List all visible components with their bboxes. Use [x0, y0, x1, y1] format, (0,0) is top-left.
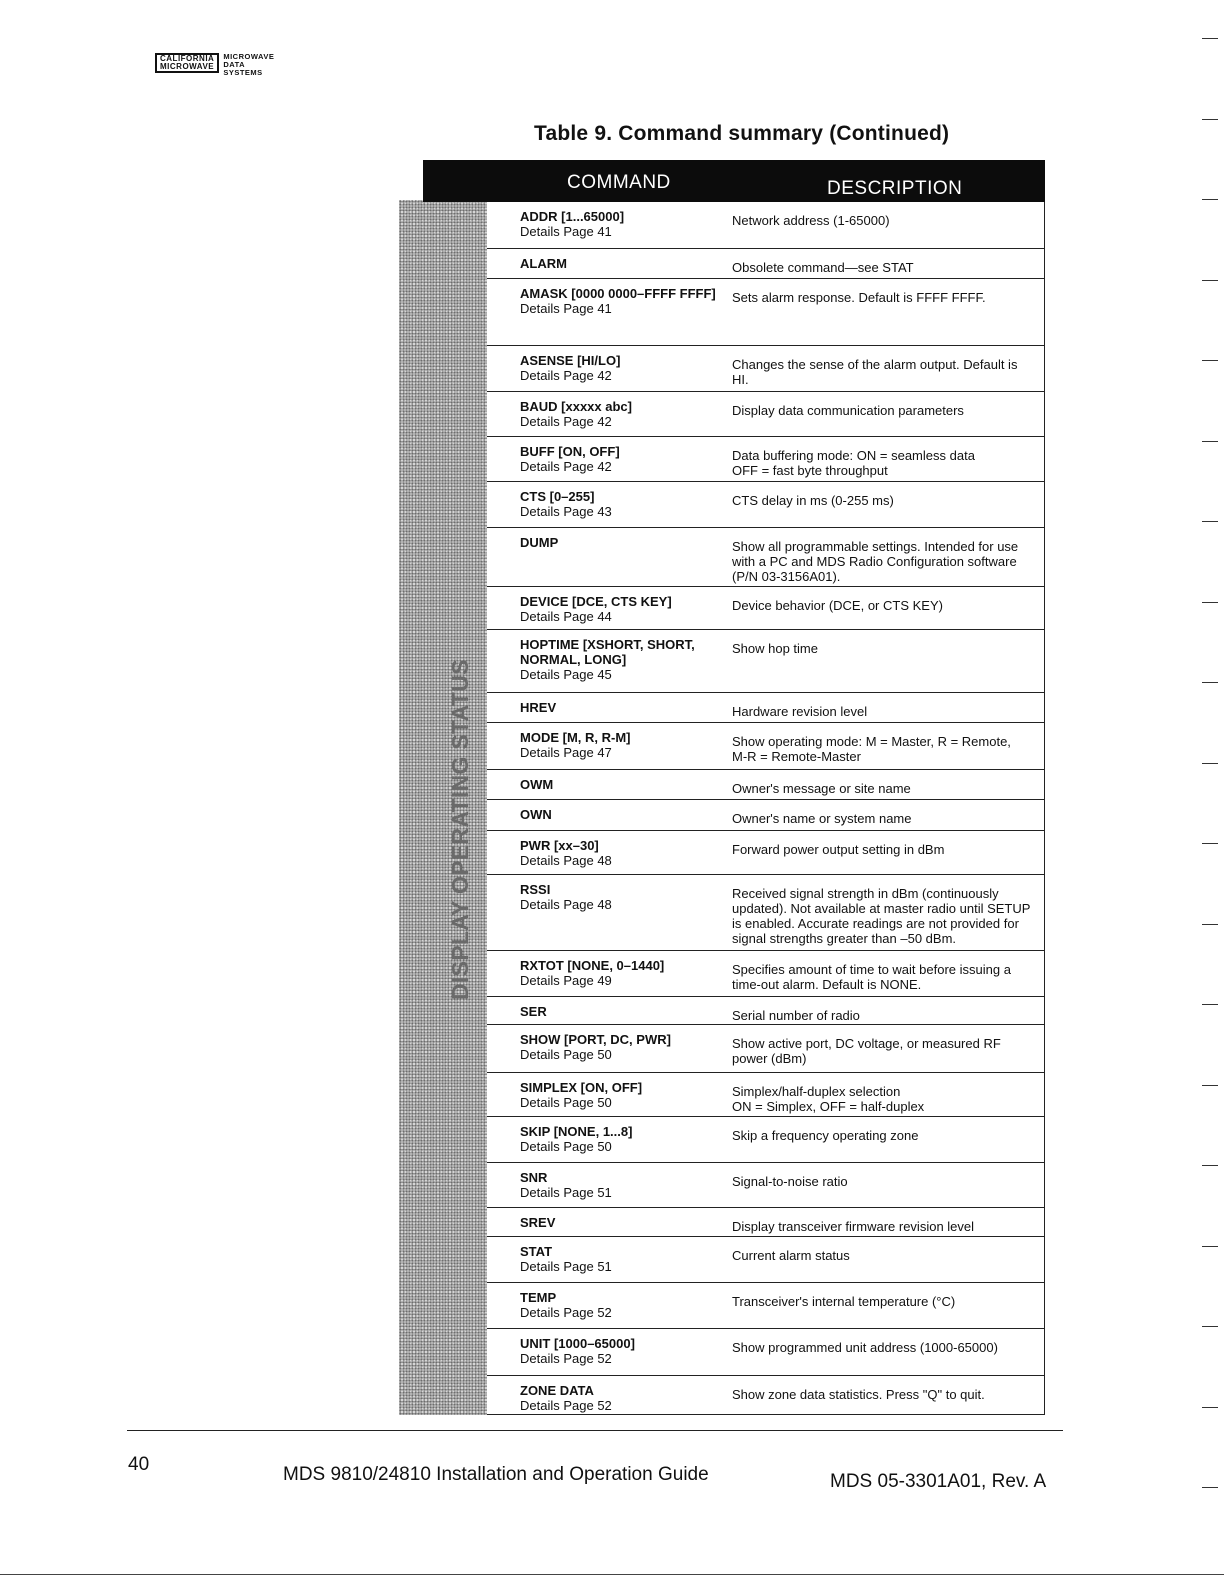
- command-cell: [520, 1032, 720, 1062]
- page-number: 40: [128, 1454, 150, 1475]
- command-details-ref: Details Page 51: [520, 1185, 612, 1200]
- margin-tick: [1202, 199, 1218, 200]
- command-cell: [520, 1290, 720, 1320]
- command-cell: [520, 1124, 720, 1154]
- description-text: Current alarm status: [732, 1248, 850, 1263]
- description-cell: [732, 1008, 1037, 1023]
- table-row: [487, 391, 1044, 437]
- command-cell: [520, 958, 720, 988]
- margin-tick: [1202, 1004, 1218, 1005]
- description-text: Received signal strength in dBm (continuously updated). Not available at master radio until SETUP is enabled. Accurate readings are not provided for signal strengths greater than –50 dBm.: [732, 886, 1031, 946]
- description-text: OFF = fast byte throughput: [732, 463, 888, 478]
- command-cell: [520, 535, 720, 550]
- table-row: [487, 996, 1044, 1025]
- command-name: SER: [520, 1004, 547, 1019]
- description-text: Signal-to-noise ratio: [732, 1174, 848, 1189]
- command-cell: [520, 807, 720, 822]
- margin-tick: [1202, 602, 1218, 603]
- table-header: [423, 160, 1045, 202]
- command-cell: [520, 777, 720, 792]
- description-text: Show active port, DC voltage, or measured RF power (dBm): [732, 1036, 1001, 1066]
- description-text: Simplex/half-duplex selection: [732, 1084, 901, 1099]
- table-row: [487, 1207, 1044, 1237]
- command-details-ref: Details Page 45: [520, 667, 612, 682]
- table-row: [487, 830, 1044, 875]
- description-cell: [732, 842, 1037, 857]
- command-cell: [520, 444, 720, 474]
- margin-tick: [1202, 1085, 1218, 1086]
- margin-tick: [1202, 1165, 1218, 1166]
- command-details-ref: Details Page 50: [520, 1139, 612, 1154]
- command-details-ref: Details Page 50: [520, 1047, 612, 1062]
- table-row: [487, 202, 1044, 248]
- description-cell: [732, 1084, 1037, 1114]
- table-row: [487, 769, 1044, 800]
- description-cell: [732, 213, 1037, 228]
- command-cell: [520, 256, 720, 271]
- description-cell: [732, 448, 1037, 478]
- command-details-ref: Details Page 42: [520, 368, 612, 383]
- description-cell: [732, 811, 1037, 826]
- command-cell: [520, 489, 720, 519]
- description-cell: [732, 1248, 1037, 1263]
- margin-tick: [1202, 1246, 1218, 1247]
- command-cell: [520, 594, 720, 624]
- table-row: [487, 1116, 1044, 1163]
- table-row: [487, 527, 1044, 587]
- description-cell: [732, 886, 1037, 946]
- table-row: [487, 874, 1044, 951]
- description-cell: [732, 290, 1037, 305]
- description-cell: [732, 357, 1037, 387]
- description-text: Data buffering mode: ON = seamless data: [732, 448, 975, 463]
- description-text: Sets alarm response. Default is FFFF FFFF.: [732, 290, 986, 305]
- description-cell: [732, 1219, 1037, 1234]
- description-cell: [732, 704, 1037, 719]
- command-details-ref: Details Page 42: [520, 414, 612, 429]
- margin-tick: [1202, 843, 1218, 844]
- margin-tick: [1202, 924, 1218, 925]
- description-text: ON = Simplex, OFF = half-duplex: [732, 1099, 925, 1114]
- table-row: [487, 799, 1044, 831]
- command-details-ref: Details Page 49: [520, 973, 612, 988]
- command-name: SREV: [520, 1215, 556, 1230]
- description-text: Forward power output setting in dBm: [732, 842, 945, 857]
- command-cell: [520, 700, 720, 715]
- command-name: HREV: [520, 700, 557, 715]
- guide-title: MDS 9810/24810 Installation and Operation Guide: [283, 1464, 709, 1485]
- table-row: [487, 722, 1044, 770]
- description-text: Transceiver's internal temperature (°C): [732, 1294, 956, 1309]
- command-cell: [520, 1004, 720, 1019]
- description-text: Changes the sense of the alarm output. Default is HI.: [732, 357, 1018, 387]
- command-name: OWN: [520, 807, 552, 822]
- command-cell: [520, 838, 720, 868]
- description-text: Hardware revision level: [732, 704, 868, 719]
- margin-ticks: [1194, 0, 1224, 1584]
- margin-tick: [1202, 763, 1218, 764]
- table-row: [487, 1282, 1044, 1329]
- description-cell: [732, 962, 1037, 992]
- table-row: [487, 586, 1044, 630]
- description-cell: [732, 1174, 1037, 1189]
- margin-tick: [1202, 1407, 1218, 1408]
- margin-tick: [1202, 38, 1218, 39]
- section-side-band: [399, 200, 487, 1415]
- command-details-ref: Details Page 41: [520, 301, 612, 316]
- description-text: Owner's message or site name: [732, 781, 911, 796]
- description-cell: [732, 539, 1037, 584]
- margin-tick: [1202, 441, 1218, 442]
- command-name: RSSI: [520, 882, 551, 897]
- description-text: Show all programmable settings. Intended for use with a PC and MDS Radio Configuration software (P/N 03-3156A01).: [732, 539, 1019, 584]
- margin-tick: [1202, 360, 1218, 361]
- logo-box-line1: CALIFORNIA: [160, 54, 215, 63]
- command-name: ALARM: [520, 256, 567, 271]
- command-name: TEMP: [520, 1290, 557, 1305]
- description-cell: [732, 1128, 1037, 1143]
- command-name: PWR [xx–30]: [520, 838, 599, 853]
- margin-tick: [1202, 1487, 1218, 1488]
- command-name: BUFF [ON, OFF]: [520, 444, 620, 459]
- description-text: Specifies amount of time to wait before issuing a time-out alarm. Default is NONE.: [732, 962, 1011, 992]
- description-cell: [732, 1036, 1037, 1066]
- description-text: Show hop time: [732, 641, 818, 656]
- command-name: OWM: [520, 777, 554, 792]
- section-side-label: DISPLAY OPERATING STATUS: [447, 659, 473, 1000]
- command-cell: [520, 1244, 720, 1274]
- table-row: [487, 692, 1044, 723]
- command-details-ref: Details Page 52: [520, 1351, 612, 1366]
- command-details-ref: Details Page 48: [520, 853, 612, 868]
- description-text: Owner's name or system name: [732, 811, 912, 826]
- command-details-ref: Details Page 48: [520, 897, 612, 912]
- description-text: Show programmed unit address (1000-65000): [732, 1340, 998, 1355]
- description-cell: [732, 641, 1037, 656]
- command-name: AMASK [0000 0000–FFFF FFFF]: [520, 286, 716, 301]
- logo-word-1: MICROWAVE: [223, 52, 275, 61]
- table-row: [487, 1375, 1044, 1416]
- description-cell: [732, 403, 1037, 418]
- description-cell: [732, 260, 1037, 275]
- table-row: [487, 481, 1044, 528]
- table-row: [487, 1236, 1044, 1283]
- command-cell: [520, 209, 720, 239]
- table-row: [487, 1024, 1044, 1073]
- command-name: DEVICE [DCE, CTS KEY]: [520, 594, 672, 609]
- command-name: SKIP [NONE, 1...8]: [520, 1124, 633, 1139]
- command-details-ref: Details Page 52: [520, 1305, 612, 1320]
- command-name: ASENSE [HI/LO]: [520, 353, 621, 368]
- table-row: [487, 248, 1044, 279]
- logo-word-3: SYSTEMS: [223, 68, 263, 77]
- margin-tick: [1202, 682, 1218, 683]
- command-details-ref: Details Page 51: [520, 1259, 612, 1274]
- description-text: CTS delay in ms (0-255 ms): [732, 493, 894, 508]
- command-cell: [520, 399, 720, 429]
- description-text: Serial number of radio: [732, 1008, 860, 1023]
- bottom-rule: [0, 1574, 1224, 1575]
- table-row: [487, 1328, 1044, 1376]
- command-cell: [520, 1170, 720, 1200]
- description-cell: [732, 781, 1037, 796]
- logo-box-line2: MICROWAVE: [160, 62, 215, 71]
- company-logo: [155, 53, 274, 77]
- logo-word-2: DATA: [223, 60, 246, 69]
- command-name: MODE [M, R, R-M]: [520, 730, 631, 745]
- description-text: Display data communication parameters: [732, 403, 964, 418]
- table-row: [487, 1072, 1044, 1117]
- command-name: DUMP: [520, 535, 559, 550]
- command-cell: [520, 882, 720, 912]
- description-text: M-R = Remote-Master: [732, 749, 861, 764]
- command-name: SHOW [PORT, DC, PWR]: [520, 1032, 671, 1047]
- table-row: [487, 950, 1044, 997]
- description-cell: [732, 493, 1037, 508]
- description-text: Device behavior (DCE, or CTS KEY): [732, 598, 943, 613]
- command-name: SNR: [520, 1170, 548, 1185]
- command-cell: [520, 1080, 720, 1110]
- margin-tick: [1202, 119, 1218, 120]
- description-cell: [732, 1340, 1037, 1355]
- table-row: [487, 436, 1044, 482]
- column-header-description: DESCRIPTION: [827, 178, 963, 199]
- column-header-command: COMMAND: [567, 172, 671, 193]
- command-cell: [520, 1215, 720, 1230]
- table-body: [487, 202, 1045, 1415]
- command-details-ref: Details Page 52: [520, 1398, 612, 1413]
- command-name: UNIT [1000–65000]: [520, 1336, 635, 1351]
- description-text: Show zone data statistics. Press "Q" to quit.: [732, 1387, 985, 1402]
- description-text: Show operating mode: M = Master, R = Remote,: [732, 734, 1011, 749]
- table-title: Table 9. Command summary (Continued): [534, 122, 950, 145]
- description-cell: [732, 734, 1037, 764]
- table-row: [487, 278, 1044, 346]
- command-details-ref: Details Page 50: [520, 1095, 612, 1110]
- command-cell: [520, 637, 720, 682]
- command-name: CTS [0–255]: [520, 489, 595, 504]
- logo-words: [223, 53, 274, 77]
- document-number: MDS 05-3301A01, Rev. A: [830, 1471, 1047, 1492]
- command-details-ref: Details Page 42: [520, 459, 612, 474]
- command-cell: [520, 286, 720, 316]
- command-cell: [520, 353, 720, 383]
- description-cell: [732, 1387, 1037, 1402]
- margin-tick: [1202, 280, 1218, 281]
- command-details-ref: Details Page 43: [520, 504, 612, 519]
- description-text: Obsolete command—see STAT: [732, 260, 914, 275]
- command-cell: [520, 1383, 720, 1413]
- command-name: ZONE DATA: [520, 1383, 594, 1398]
- description-text: Network address (1-65000): [732, 213, 890, 228]
- command-cell: [520, 1336, 720, 1366]
- command-details-ref: Details Page 47: [520, 745, 612, 760]
- command-details-ref: Details Page 41: [520, 224, 612, 239]
- command-summary-table: [399, 160, 1045, 1415]
- footer-rule: [127, 1430, 1063, 1431]
- description-cell: [732, 1294, 1037, 1309]
- command-name: HOPTIME [XSHORT, SHORT, NORMAL, LONG]: [520, 637, 695, 667]
- command-name: BAUD [xxxxx abc]: [520, 399, 632, 414]
- table-row: [487, 629, 1044, 693]
- command-name: SIMPLEX [ON, OFF]: [520, 1080, 643, 1095]
- command-name: RXTOT [NONE, 0–1440]: [520, 958, 665, 973]
- table-row: [487, 345, 1044, 392]
- table-row: [487, 1162, 1044, 1208]
- command-name: STAT: [520, 1244, 553, 1259]
- description-text: Skip a frequency operating zone: [732, 1128, 919, 1143]
- description-cell: [732, 598, 1037, 613]
- description-text: Display transceiver firmware revision level: [732, 1219, 975, 1234]
- logo-box: [155, 53, 219, 73]
- command-details-ref: Details Page 44: [520, 609, 612, 624]
- margin-tick: [1202, 1326, 1218, 1327]
- margin-tick: [1202, 521, 1218, 522]
- command-cell: [520, 730, 720, 760]
- command-name: ADDR [1...65000]: [520, 209, 625, 224]
